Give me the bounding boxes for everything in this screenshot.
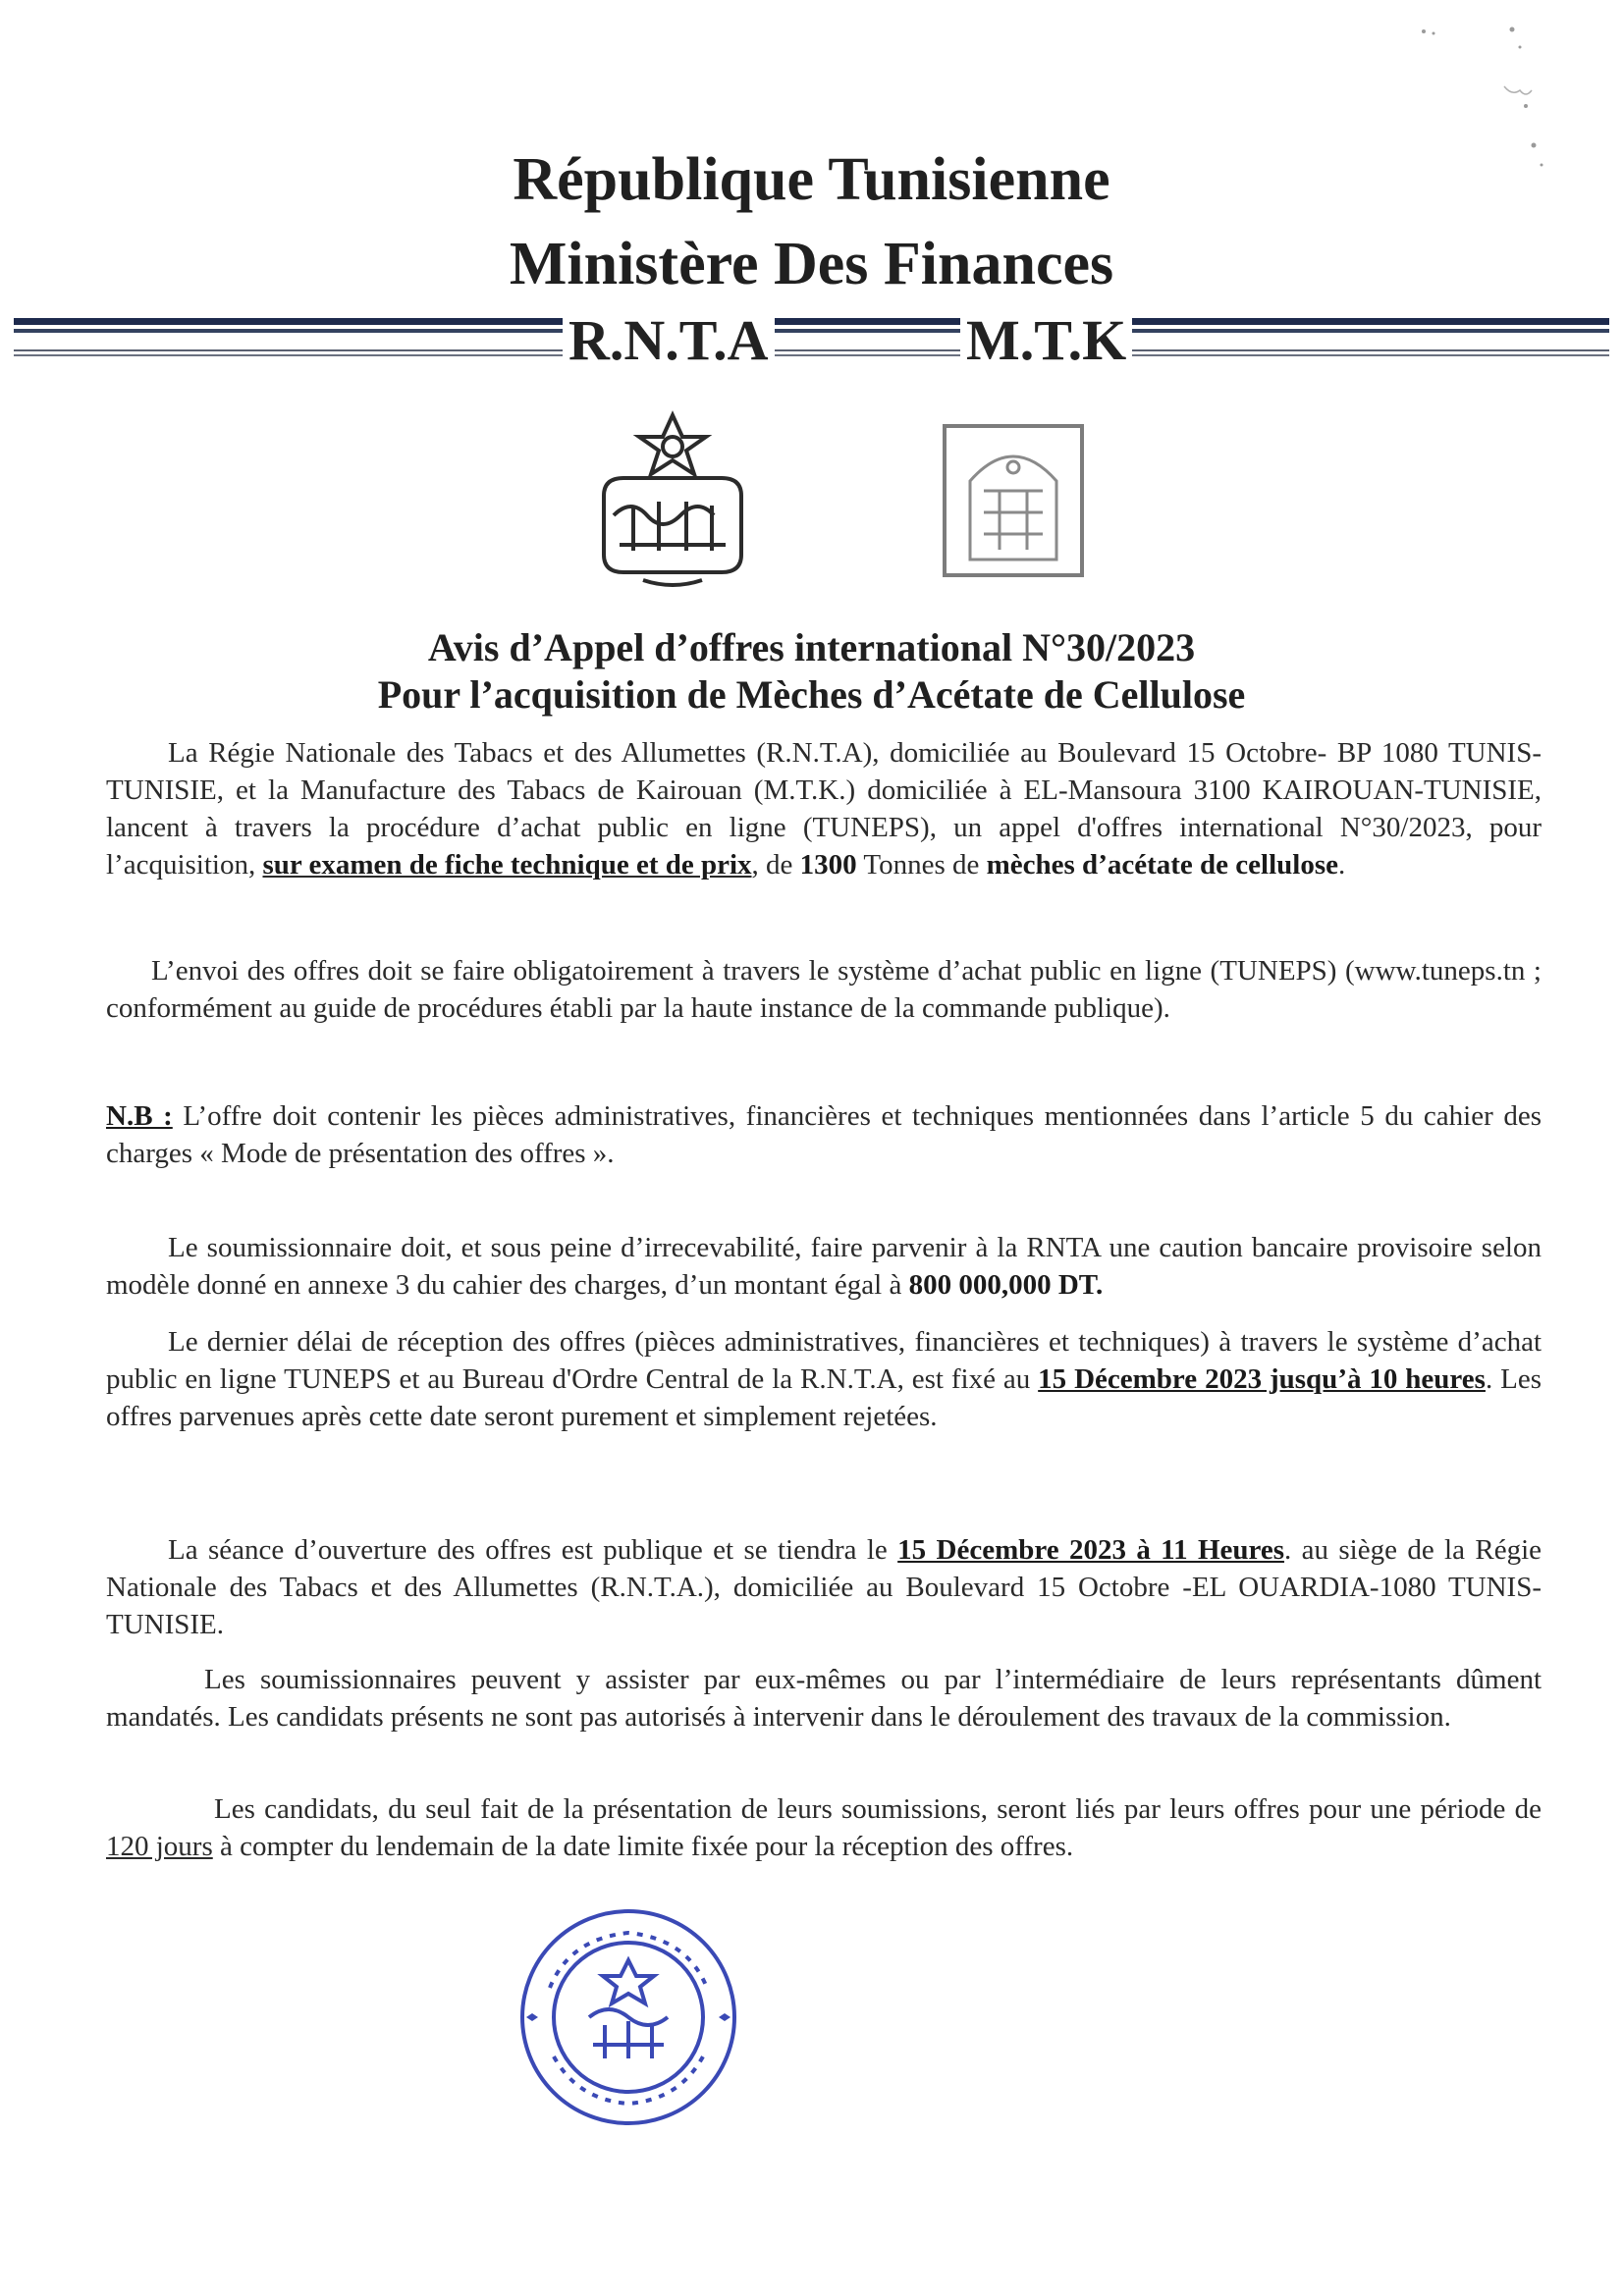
- p1-text-3: Tonnes de: [856, 849, 987, 881]
- p1-quantity: 1300: [799, 849, 857, 881]
- header-rule-top-2: [14, 329, 1609, 333]
- paragraph-validity: [106, 1790, 1542, 1865]
- paragraph-opening-session: [106, 1531, 1542, 1643]
- org-mtk: M.T.K: [960, 312, 1132, 369]
- guarantee-amount: 800 000,000 DT.: [908, 1269, 1104, 1301]
- scan-artifact-icon: [1404, 18, 1561, 185]
- paragraph-submission: [106, 952, 1542, 1027]
- p3-text: L’offre doit contenir les pièces administratives, financières et techniques mentionnées dans l’article 5 du cahier des charges « Mode de présentation des offres ».: [106, 1100, 1542, 1169]
- org-rnta: R.N.T.A: [563, 312, 775, 369]
- official-seal-icon: [511, 1899, 746, 2135]
- header-ministry: Ministère Des Finances: [509, 231, 1114, 297]
- deadline-date: 15 Décembre 2023 jusqu’à 10 heures: [1038, 1363, 1486, 1395]
- header-rule-bottom-2: [14, 354, 1609, 356]
- p7-text: Les soumissionnaires peuvent y assister par eux-mêmes ou par l’intermédiaire de leurs représentants dûment mandatés. Les candidats présents ne sont pas autorisés à intervenir dans le déroulement des travaux de la commission.: [106, 1664, 1542, 1733]
- header-republic: République Tunisienne: [513, 146, 1110, 213]
- mtk-emblem-icon: [941, 422, 1086, 579]
- opening-date: 15 Décembre 2023 à 11 Heures: [897, 1534, 1285, 1566]
- notice-subtitle: Pour l’acquisition de Mèches d’Acétate de Cellulose: [377, 672, 1246, 717]
- paragraph-announcement: [106, 734, 1542, 883]
- rnta-emblem-icon: [584, 407, 761, 594]
- notice-title: Avis d’Appel d’offres international N°30/2023: [427, 625, 1196, 669]
- p8-text: Les candidats, du seul fait de la présentation de leurs soumissions, seront liés par leurs offres pour une période de: [214, 1793, 1542, 1825]
- header-rule-bottom: [14, 349, 1609, 351]
- p1-text: La Régie Nationale des Tabacs et des Allumettes (R.N.T.A), domiciliée au Boulevard 15 Octobre- BP 1080 TUNIS-TUNISIE, et la Manufacture des Tabacs de Kairouan (M.T.K.) domiciliée à EL-Mansoura 3100 KAIROUAN-TUNISIE, lancent à travers la procédure d’achat public en ligne (TUNEPS), un appel d'offres international N°30/2023, pour l’acquisition,: [106, 737, 1542, 881]
- nb-label: N.B :: [106, 1100, 173, 1132]
- p5-text-2: . Les offres parvenues après cette date seront purement et simplement rejetées.: [106, 1363, 1542, 1432]
- p1-text-2: , de: [751, 849, 800, 881]
- p4-text: Le soumissionnaire doit, et sous peine d’irrecevabilité, faire parvenir à la RNTA une caution bancaire provisoire selon modèle donné en annexe 3 du cahier des charges, d’un montant égal à: [106, 1232, 1542, 1301]
- p2-text: L’envoi des offres doit se faire obligatoirement à travers le système d’achat public en ligne (TUNEPS) (www.tuneps.tn ; conformément au guide de procédures établi par la haute instance de la commande publique).: [106, 955, 1542, 1024]
- p1-evaluation-criteria: sur examen de fiche technique et de prix: [262, 849, 752, 881]
- validity-period: 120 jours: [106, 1831, 213, 1862]
- paragraph-deadline: [106, 1323, 1542, 1435]
- p1-text-4: .: [1337, 849, 1346, 881]
- p5-text: Le dernier délai de réception des offres (pièces administratives, financières et techniques) à travers le système d’achat public en ligne TUNEPS et au Bureau d'Ordre Central de la R.N.T.A, est fixé au: [106, 1326, 1542, 1395]
- paragraph-guarantee: [106, 1229, 1542, 1304]
- header-rule-top: [14, 318, 1609, 325]
- p1-product: mèches d’acétate de cellulose: [986, 849, 1338, 881]
- paragraph-attendance: [106, 1661, 1542, 1735]
- p8-text-2: à compter du lendemain de la date limite fixée pour la réception des offres.: [212, 1831, 1074, 1862]
- p6-text-2: . au siège de la Régie Nationale des Tabacs et des Allumettes (R.N.T.A.), domiciliée au Boulevard 15 Octobre -EL OUARDIA-1080 TUNIS-TUNISIE.: [106, 1534, 1542, 1640]
- paragraph-nb: [106, 1097, 1542, 1172]
- p6-text: La séance d’ouverture des offres est publique et se tiendra le: [168, 1534, 898, 1566]
